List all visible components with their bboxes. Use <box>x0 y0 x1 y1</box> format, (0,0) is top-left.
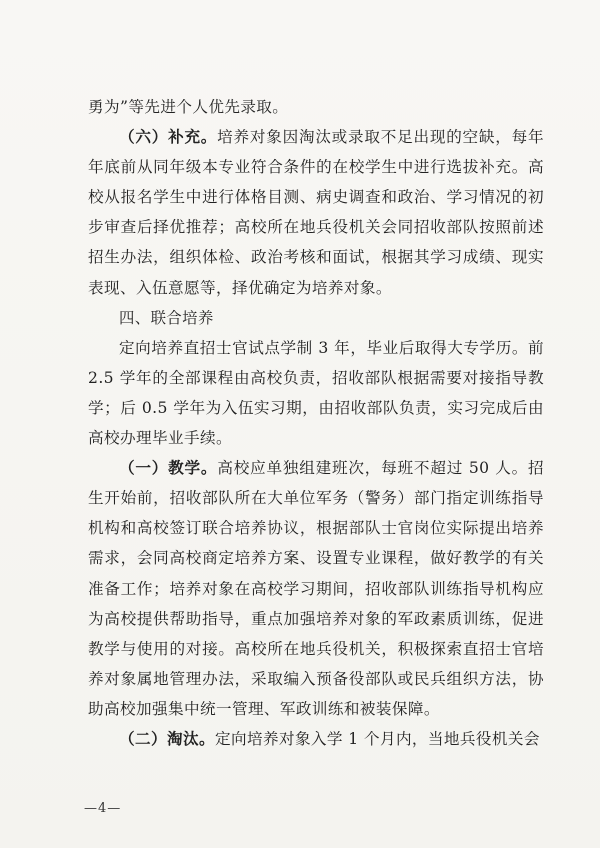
page-number: —4— <box>84 801 122 816</box>
paragraph-lead: （二）淘汰。 <box>119 728 215 748</box>
paragraph-elimination: （二）淘汰。定向培养对象入学 1 个月内，当地兵役机关会 <box>119 728 540 748</box>
section-heading: 四、联合培养 <box>119 308 214 327</box>
document-body <box>88 92 544 754</box>
paragraph-joint-training: 定向培养直招士官试点学制 3 年，毕业后取得大专学历。前 2.5 学年的全部课程由高校负责，招收部队根据需要对接指导教学；后 0.5 学年为入伍实习期，由招收部队负责，实习完成后由高校办理毕业手续。 <box>88 338 544 448</box>
paragraph-lead: （一）教学。 <box>119 458 218 478</box>
paragraph-continuation: 勇为”等先进个人优先录取。 <box>88 98 289 116</box>
paragraph-supplement: （六）补充。培养对象因淘汰或录取不足出现的空缺，每年年底前从同年级本专业符合条件的在校学生中进行选拔补充。高校从报名学生中进行体格目测、病史调查和政治、学习情况的初步审查后择优推荐；高校所在地兵役机关会同招收部队按照前述招生办法，组织体检、政治考核和面试，根据其学习成绩、现实表现、入伍意愿等，择优确定为培养对象。 <box>88 127 544 297</box>
paragraph-teaching: （一）教学。高校应单独组建班次，每班不超过 50 人。招生开始前，招收部队所在大单位军务（警务）部门指定训练指导机构和高校签订联合培养协议，根据部队士官岗位实际提出培养需求，会同高校商定培养方案、设置专业课程，做好教学的有关准备工作；培养对象在高校学习期间，招收部队训练指导机构应为高校提供帮助指导，重点加强培养对象的军政素质训练，促进教学与使用的对接。高校所在地兵役机关，积极探索直招士官培养对象属地管理办法，采取编入预备役部队或民兵组织方法，协助高校加强集中统一管理、军政训练和被装保障。 <box>88 458 544 718</box>
paragraph-lead: （六）补充。 <box>119 127 218 147</box>
